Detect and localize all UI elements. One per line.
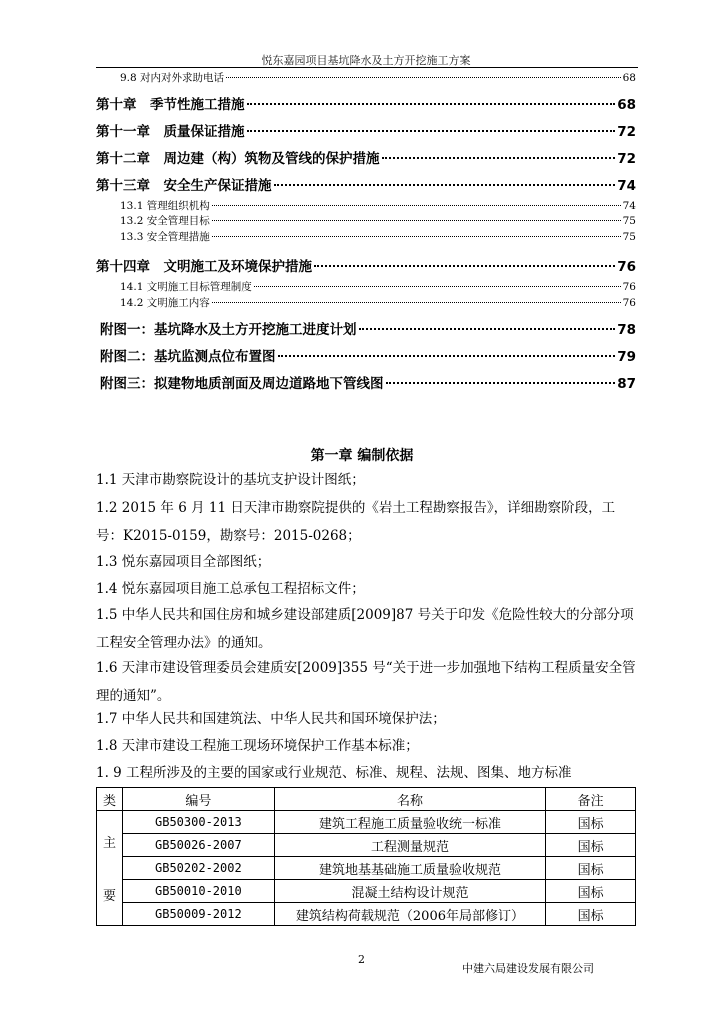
paragraph: 1.7 中华人民共和国建筑法、中华人民共和国环境保护法；: [96, 711, 446, 727]
toc-page: 68: [622, 72, 636, 84]
toc-leader: [247, 103, 616, 105]
code-cell: GB50010-2010: [122, 880, 274, 903]
toc-label: 13.3 安全管理措施: [120, 231, 210, 243]
toc-page: 87: [617, 376, 636, 392]
toc-label: 附图二：基坑监测点位布置图: [100, 349, 276, 365]
code-cell: GB50026-2007: [122, 834, 274, 857]
toc-label: 14.1 文明施工目标管理制度: [120, 281, 252, 293]
toc-entry[interactable]: [120, 229, 636, 244]
toc-entry[interactable]: [120, 213, 636, 228]
toc-leader: [247, 130, 616, 132]
note-cell: 国标: [546, 834, 636, 857]
category-top: 主: [102, 836, 116, 851]
page-number: 2: [358, 953, 365, 966]
toc-label: 第十一章 质量保证措施: [96, 124, 245, 140]
table-row: [97, 857, 636, 880]
toc-entry[interactable]: [100, 345, 636, 365]
toc-page: 75: [622, 215, 636, 227]
toc-entry[interactable]: [120, 70, 636, 85]
toc-leader: [274, 184, 616, 186]
toc-page: 76: [622, 297, 636, 309]
category-bottom: 要: [102, 889, 116, 904]
paragraph: 1.4 悦东嘉园项目施工总承包工程招标文件；: [96, 581, 365, 597]
paragraph: 1.3 悦东嘉园项目全部图纸；: [96, 554, 271, 570]
paragraph: 1. 9 工程所涉及的主要的国家或行业规范、标准、规程、法规、图集、地方标准: [96, 765, 572, 781]
toc-page: 74: [617, 178, 636, 194]
toc-entry[interactable]: [120, 295, 636, 310]
toc-label: 附图三：拟建物地质剖面及周边道路地下管线图: [100, 376, 384, 392]
code-cell: GB50009-2012: [122, 903, 274, 926]
toc-page: 79: [617, 349, 636, 365]
code-cell: GB50202-2002: [122, 857, 274, 880]
toc-leader: [254, 286, 621, 287]
note-cell: 国标: [546, 857, 636, 880]
column-header: 类: [97, 788, 123, 811]
toc-entry[interactable]: [96, 120, 636, 140]
table-header-row: [97, 788, 636, 811]
toc-entry[interactable]: [120, 198, 636, 213]
toc-leader: [278, 355, 616, 357]
toc-label: 13.2 安全管理目标: [120, 215, 210, 227]
toc-label: 14.2 文明施工内容: [120, 297, 210, 309]
table-row: [97, 811, 636, 834]
toc-entry[interactable]: [120, 279, 636, 294]
toc-label: 第十二章 周边建（构）筑物及管线的保护措施: [96, 151, 380, 167]
toc-entry[interactable]: [96, 93, 636, 113]
toc-page: 74: [622, 200, 636, 212]
name-cell: 建筑结构荷载规范（2006年局部修订）: [274, 903, 545, 926]
toc-page: 72: [617, 124, 636, 140]
toc-label: 13.1 管理组织机构: [120, 200, 210, 212]
category-cell: [97, 811, 123, 926]
toc-leader: [212, 220, 621, 221]
code-cell: GB50300-2013: [122, 811, 274, 834]
name-cell: 建筑地基基础施工质量验收规范: [274, 857, 545, 880]
toc-entry[interactable]: [100, 318, 636, 338]
column-header: 备注: [546, 788, 636, 811]
company-name: 中建六局建设发展有限公司: [462, 962, 594, 975]
toc-label: 第十四章 文明施工及环境保护措施: [96, 259, 312, 275]
toc-leader: [212, 236, 621, 237]
toc-label: 第十章 季节性施工措施: [96, 97, 245, 113]
name-cell: 混凝土结构设计规范: [274, 880, 545, 903]
toc-page: 76: [622, 281, 636, 293]
toc-leader: [359, 328, 616, 330]
paragraph: 1.6 天津市建设管理委员会建质安[2009]355 号“关于进一步加强地下结构工程质量安全管理的通知”。: [96, 660, 636, 704]
header-rule: [96, 67, 638, 68]
note-cell: 国标: [546, 880, 636, 903]
toc-label: 附图一：基坑降水及土方开挖施工进度计划: [100, 322, 357, 338]
paragraph: 1.5 中华人民共和国住房和城乡建设部建质[2009]87 号关于印发《危险性较大的分部分项工程安全管理办法》的通知。: [96, 607, 634, 651]
standards-table: [96, 787, 636, 926]
toc-page: 68: [617, 97, 636, 113]
column-header: 名称: [274, 788, 545, 811]
toc-entry[interactable]: [96, 174, 636, 194]
toc-leader: [314, 265, 615, 267]
name-cell: 工程测量规范: [274, 834, 545, 857]
table-row: [97, 834, 636, 857]
toc-leader: [386, 382, 616, 384]
toc-leader: [212, 302, 621, 303]
toc-leader: [382, 157, 616, 159]
toc-leader: [226, 77, 621, 78]
running-header: 悦东嘉园项目基坑降水及土方开挖施工方案: [261, 54, 471, 67]
toc-page: 72: [617, 151, 636, 167]
paragraph: 1.2 2015 年 6 月 11 日天津市勘察院提供的《岩土工程勘察报告》，详细勘察阶段，工号：K2015-0159，勘察号：2015-0268；: [96, 500, 616, 544]
note-cell: 国标: [546, 811, 636, 834]
toc-label: 9.8 对内对外求助电话: [120, 72, 225, 84]
table-row: [97, 903, 636, 926]
paragraph: 1.1 天津市勘察院设计的基坑支护设计图纸；: [96, 472, 365, 488]
toc-entry[interactable]: [96, 255, 636, 275]
toc-page: 76: [617, 259, 636, 275]
toc-entry[interactable]: [100, 372, 636, 392]
column-header: 编号: [122, 788, 274, 811]
table-row: [97, 880, 636, 903]
chapter-title: 第一章 编制依据: [310, 448, 414, 464]
toc-entry[interactable]: [96, 147, 636, 167]
note-cell: 国标: [546, 903, 636, 926]
toc-page: 78: [617, 322, 636, 338]
category-spacer: [97, 851, 122, 885]
name-cell: 建筑工程施工质量验收统一标准: [274, 811, 545, 834]
toc-page: 75: [622, 231, 636, 243]
toc-label: 第十三章 安全生产保证措施: [96, 178, 272, 194]
paragraph: 1.8 天津市建设工程施工现场环境保护工作基本标准；: [96, 738, 419, 754]
toc-leader: [212, 205, 621, 206]
